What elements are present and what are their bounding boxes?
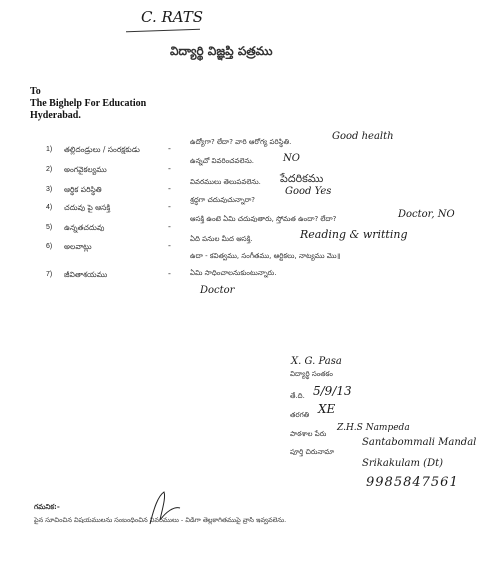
footer-note: పైన సూచించిన విషయములను సంబంధించిన వివరములు - విడిగా తెల్లకాగితముపై వ్రాసి ఇవ్వవలెను. [34,516,287,524]
row-question: ఆసక్తి ఉంటె ఏమి చదువుతారు, స్తోమత ఉందా? లేదా? [190,215,337,223]
row-dash: - [168,222,171,231]
row-dash: - [168,144,171,153]
row-number: 7) [46,271,53,278]
row-label: అలవాట్లు [64,242,92,251]
row-answer: Good health [332,131,394,142]
address-label: పూర్తి చిరునామా [290,448,335,456]
address-line1: Santabommali Mandal [362,437,477,448]
row-number: 2) [46,166,53,173]
row-dash: - [168,269,171,278]
row-dash: - [168,202,171,211]
row-dash: - [168,184,171,193]
row-number: 6) [46,243,53,250]
row-number: 3) [46,186,53,193]
row-dash: - [168,164,171,173]
row-label: ఆర్థిక పరిస్థితి [64,185,102,194]
row-number: 5) [46,224,53,231]
page-title: విద్యార్థి విజ్ఞప్తి పత్రము [170,44,273,58]
class-label: తరగతి [290,411,310,419]
row-label: చదువు పై ఆసక్తి [64,203,111,212]
row-question: ఉదా - కవిత్వము, సంగీతము, ఆర్టికలు, నాట్యము మొ॥ [190,252,341,260]
row-question: ఉన్నచో వివరించవలెను. [190,157,254,165]
footer-note-label: గమనిక:- [34,503,60,511]
row-label: అంగవైకల్యము [64,165,107,174]
row-answer: Reading & writting [300,228,408,241]
row-answer: Doctor, NO [398,209,455,220]
row-question: ఏమి సాధించాలనుకుంటున్నారు. [190,269,277,277]
row-number: 1) [46,146,53,153]
row-answer: Doctor [200,285,235,296]
row-label: తల్లిదండ్రులు / సంరక్షకుడు [64,145,140,154]
row-question: వివరములు తెలుపవలెను. [190,178,261,186]
header-code: C. RATS [141,8,204,26]
row-number: 4) [46,204,53,211]
student-sign-label: విద్యార్థి సంతకం [290,370,333,378]
address-to: To [30,86,41,97]
school-label: పాఠశాల పేరు [290,430,327,438]
row-label: ఉన్నతచదువు [64,223,105,232]
date-value: 5/9/13 [313,384,352,398]
row-question: ఉద్యోగా? లేదా? వారి ఆరోగ్య పరిస్థితి. [190,138,292,146]
address-city: Hyderabad. [30,110,81,121]
row-label: జీవితాశయము [64,270,108,279]
header-code-underline [126,29,200,33]
phone-number: 9985847561 [366,475,459,490]
row-question: శ్రద్ధగా చదువుచున్నారా? [190,196,255,204]
address-line2: Srikakulam (Dt) [362,458,444,469]
class-value: XE [318,402,336,416]
date-label: తే.ది. [290,392,305,400]
row-answer: Good Yes [285,186,332,197]
address-org: The Bighelp For Education [30,98,147,109]
row-answer: పేదరికము [280,172,324,185]
row-dash: - [168,241,171,250]
student-name: X. G. Pasa [291,356,342,367]
school-value: Z.H.S Nampeda [337,423,410,433]
row-question: ఏది పనుల మీద ఆసక్తి. [190,235,253,243]
row-answer: NO [283,153,300,164]
